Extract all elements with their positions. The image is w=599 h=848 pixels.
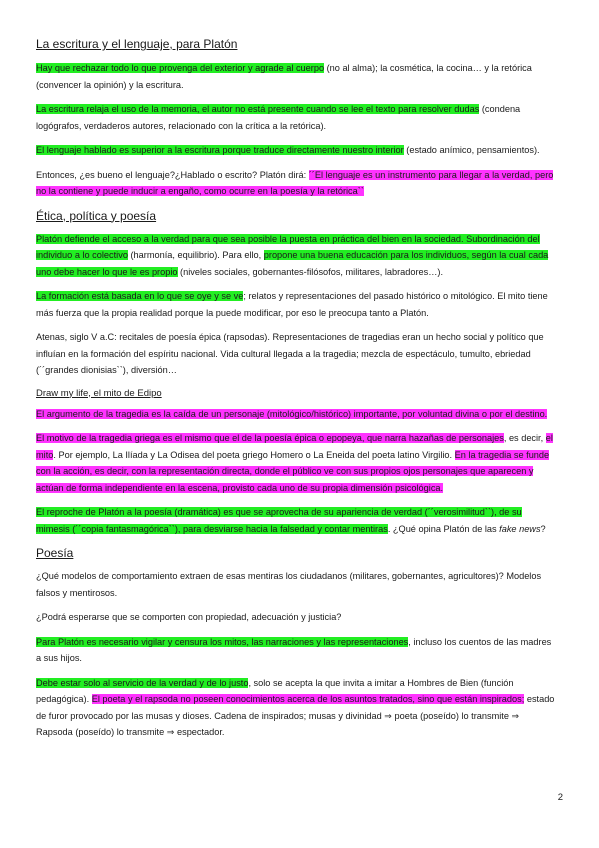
highlight-green: La escritura relaja el uso de la memoria, el autor no está presente cuando se lee el texto para resolver dudas bbox=[36, 104, 480, 114]
highlight-green: propone una buena educación para los individuos, según la cual cada uno debe hacer lo que le es propio bbox=[36, 250, 549, 277]
paragraph-text: (condena logógrafos, verdaderos autores, relacionado con la crítica a la retórica). bbox=[36, 104, 521, 131]
highlight-green: El lenguaje hablado es superior a la escritura porque traduce directamente nuestro interior bbox=[36, 145, 404, 155]
paragraph-10 bbox=[36, 504, 556, 537]
paragraph-6 bbox=[36, 288, 556, 321]
paragraph-7: Atenas, siglo V a.C: recitales de poesía épica (rapsodas). Representaciones de tragedias eran un hecho social y político que influían en la formación del espíritu nacional. Vida cultural llegada a la tragedia; mezcla de espectáculo, tumulto, ebriedad (´´grandes dionisias``), diversión… bbox=[36, 332, 544, 375]
paragraph-14 bbox=[36, 675, 556, 741]
highlight-magenta: En la tragedia se funde con la acción, es decir, bbox=[36, 449, 550, 476]
highlight-magenta: El argumento de la tragedia es la caída de un personaje (mitológico/histórico) importante, por voluntad divina o por el destino. bbox=[36, 408, 548, 419]
paragraph-text: , incluso los cuentos de las madres a sus hijos. bbox=[36, 636, 552, 663]
paragraph-2 bbox=[36, 101, 556, 134]
highlight-magenta: ´´El lenguaje es un instrumento para llegar a la verdad, pero no la contiene y puede inducir a engaño, como ocurre en la poesía y la retórica`` bbox=[36, 169, 554, 196]
highlight-magenta: el mito bbox=[36, 433, 553, 460]
paragraph-4 bbox=[36, 167, 556, 200]
highlight-green: Debe estar solo al servicio de la verdad y de lo justo bbox=[36, 677, 249, 688]
highlight-magenta: con la representación directa, donde el público ve con sus propios ojos personajes que aparecen y actúan de forma independiente en la escena, provisto cada uno de su propia dimensión psicológica. bbox=[36, 466, 534, 493]
section-title-poesia: Poesía bbox=[36, 546, 74, 560]
section-title-etica: Ética, política y poesía bbox=[36, 208, 157, 223]
paragraph-text: , es decir, bbox=[503, 433, 546, 443]
paragraph-text: estado de furor provocado por las musas y dioses. Cadena de inspirados; musas y divinidad ⇒ poeta (poseído) lo transmite ⇒ Rapsoda (poseído) lo transmite ⇒ espectador. bbox=[36, 694, 555, 737]
highlight-green: Para Platón es necesario vigilar y censura los mitos, las narraciones y las representaciones bbox=[36, 636, 409, 647]
paragraph-text: Entonces, ¿es bueno el lenguaje?¿Hablado o escrito? Platón dirá: bbox=[36, 169, 309, 180]
paragraph-text: ; relatos y representaciones del pasado histórico o mitológico. El mito tiene más fuerza que la propia realidad porque la puede modificar, por eso le preocupa tanto a Platón. bbox=[36, 291, 548, 318]
paragraph-text: (no al alma); la cosmética, la cocina… y la retórica (convencer la opinión) y la escritura. bbox=[36, 63, 532, 90]
paragraph-text: . ¿Qué opina Platón de las bbox=[387, 523, 500, 534]
paragraph-text: (harmonía, equilibrio). Para ello, bbox=[127, 250, 264, 260]
paragraph-13 bbox=[36, 634, 556, 667]
section-title-escritura: La escritura y el lenguaje, para Platón bbox=[36, 37, 238, 51]
highlight-magenta: El motivo de la tragedia griega es el mismo que el de la poesía épica o epopeya, que narra hazañas de personajes bbox=[36, 433, 504, 443]
paragraph-12: ¿Podrá esperarse que se comporten con propiedad, adecuación y justicia? bbox=[36, 612, 342, 622]
paragraph-text: ? bbox=[540, 523, 546, 534]
highlight-magenta: El poeta y el rapsoda no poseen conocimientos acerca de los asuntos tratados, sino que están inspirados; bbox=[91, 694, 525, 704]
paragraph-text: , solo se acepta la que invita a imitar a Hombres de Bien (función pedagógica). bbox=[36, 677, 514, 704]
highlight-green: El reproche de Platón a la poesía (dramática) es que se aprovecha de su apariencia de verdad (´´verosimilitud``), de su mimesis (´´copia fantasmagórica``), para desviarse hacia la falsedad y contar mentiras bbox=[36, 507, 522, 534]
paragraph-8 bbox=[36, 406, 556, 423]
italic-text: fake news bbox=[499, 523, 541, 534]
page-number: 2 bbox=[557, 792, 563, 803]
paragraph-text: (estado anímico, pensamientos). bbox=[403, 145, 540, 155]
highlight-green: Hay que rechazar todo lo que provenga del exterior y agrade al cuerpo bbox=[36, 63, 325, 73]
highlight-green: Platón defiende el acceso a la verdad para que sea posible la puesta en práctica del bien en la sociedad. Subordinación del individuo a lo colectivo bbox=[36, 233, 540, 260]
document-page bbox=[36, 36, 556, 749]
subsection-title-edipo: Draw my life, el mito de Edipo bbox=[36, 387, 162, 399]
paragraph-3 bbox=[36, 142, 556, 159]
paragraph-11: ¿Qué modelos de comportamiento extraen de esas mentiras los ciudadanos (militares, gobernantes, agricultores)? Modelos falsos y mentirosos. bbox=[36, 571, 542, 598]
highlight-green: La formación está basada en lo que se oye y se ve bbox=[36, 291, 244, 301]
paragraph-1 bbox=[36, 60, 556, 93]
paragraph-text: . Por ejemplo, La Ilíada y La Odisea del poeta griego Homero o La Eneida del poeta latino Virgilio. bbox=[53, 449, 455, 460]
paragraph-9 bbox=[36, 430, 556, 496]
paragraph-5 bbox=[36, 231, 556, 281]
paragraph-text: (niveles sociales, gobernantes-filósofos, militares, labradores…). bbox=[177, 266, 444, 277]
